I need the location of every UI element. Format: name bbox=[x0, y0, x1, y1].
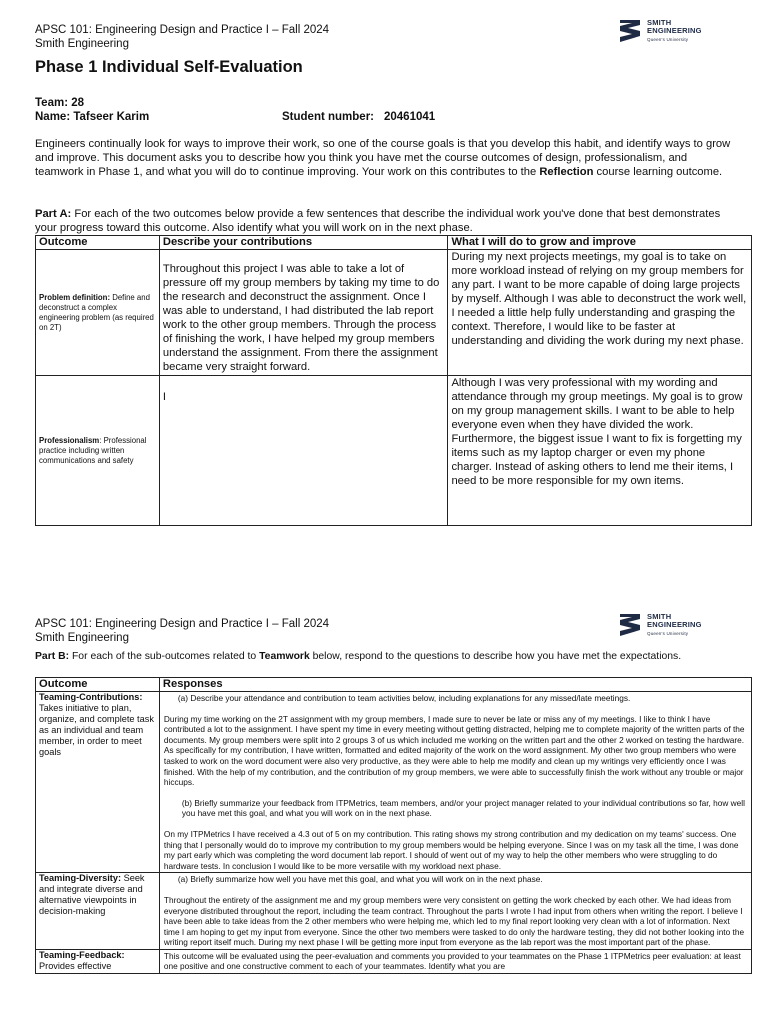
team-label: Team: 28 bbox=[35, 97, 85, 109]
intro-text: Engineers continually look for ways to improve their work, so one of the course goals is that you develop this habit, and identify ways to grow and improve. This document asks you to describe how you think you have met the course outcomes of design, professionalism, and teamwork in Phase 1, and what you will do to continue improving. Your work on this contributes to the bbox=[35, 138, 731, 178]
course-header-2 bbox=[35, 617, 329, 645]
table-row bbox=[36, 949, 752, 973]
intro-text-end: course learning outcome. bbox=[593, 166, 723, 178]
logo-subtitle: Queen's University bbox=[647, 630, 689, 636]
intro-bold: Reflection bbox=[539, 166, 594, 178]
logo-line2: ENGINEERING bbox=[647, 619, 702, 629]
contribution-cell: Throughout this project I was able to take a lot of pressure off my group members by taking my time to do the research and deconstruct the assignment. Once I was able to understand, I had distributed the lab report work to the other group members. Through the process of finishing the work, I have helped my group members understand the assignment. From there the assignment became very straight forward. bbox=[159, 250, 448, 376]
table-row bbox=[36, 250, 752, 376]
outcome-cell bbox=[36, 873, 160, 950]
question-a: (a) Briefly summarize how well you have met this goal, and what you will work on in the next phase. bbox=[177, 874, 543, 885]
table-row bbox=[36, 376, 752, 526]
intro-paragraph bbox=[35, 137, 735, 179]
answer-a: During my time working on the 2T assignment with my group members, I made sure to never be late or miss any of my meetings. I like to think I have contributed a lot to the assignment. I have spent my time in every meeting without getting distracted, helping me to complete majority of the written parts of the documents. My group members were split into 2 groups 3 of us which included me working on the written part and the other 2 worked on testing the hardware. As specifically for my contribution, I have written, formatted and edited majority of the work on the word assignment. My other two group members who were tasked to work on the word document were also very productive, as they were able to help me modify and clean up my writings very efficiently once I was finished. With the help of my contribution, and the contribution of my group members, we were able to successfully finish the work without any trouble or major hiccups. bbox=[163, 713, 745, 788]
outcome-cell bbox=[36, 250, 160, 376]
question-a: (a) Describe your attendance and contribution to team activities below, including explanations for any missed/late meetings. bbox=[177, 693, 631, 703]
logo-line1: SMITH bbox=[647, 611, 672, 621]
outcome-cell bbox=[36, 376, 160, 526]
contribution-cell: I bbox=[159, 376, 448, 526]
outcome-desc: Takes initiative to plan, organize, and complete task as an individual and team member, in order to meet goals bbox=[39, 703, 154, 757]
outcome-name: Professionalism bbox=[39, 435, 100, 445]
column-header: What I will do to grow and improve bbox=[448, 236, 752, 250]
outcome-cell bbox=[36, 692, 160, 873]
logo-line1: SMITH bbox=[647, 17, 672, 27]
part-b-label: Part B: bbox=[35, 651, 70, 662]
student-number: 20461041 bbox=[384, 111, 436, 123]
column-header: Outcome bbox=[36, 236, 160, 250]
table-row bbox=[36, 873, 752, 950]
course-header bbox=[35, 23, 329, 51]
column-header: Responses bbox=[159, 678, 751, 692]
part-a-label: Part A: bbox=[35, 208, 72, 220]
table-header-row bbox=[36, 236, 752, 250]
department: Smith Engineering bbox=[35, 632, 129, 644]
logo-line2: ENGINEERING bbox=[647, 25, 702, 35]
part-a-text: For each of the two outcomes below provide a few sentences that describe the individual work you've done that best demonstrates your progress toward this outcome. Also identify what you will work on in the next phase. bbox=[35, 208, 721, 234]
response-cell bbox=[159, 692, 751, 873]
outcome-cell bbox=[36, 949, 160, 973]
part-b-text-end: below, respond to the questions to describe how you have met the expectations. bbox=[309, 651, 682, 662]
outcome-name: Teaming-Contributions: bbox=[39, 692, 143, 702]
student-number-label: Student number: bbox=[282, 111, 374, 123]
smith-engineering-logo bbox=[618, 612, 702, 638]
teamwork-table bbox=[35, 677, 752, 974]
column-header: Describe your contributions bbox=[159, 236, 448, 250]
table-header-row bbox=[36, 678, 752, 692]
outcome-name: Teaming-Diversity: bbox=[39, 873, 122, 884]
response-cell: This outcome will be evaluated using the peer-evaluation and comments you provided to your teammates on the Phase 1 ITPMetrics peer evaluation: at least one positive and one constructive comment to each of your teammates. Identify what you are bbox=[159, 949, 751, 973]
name-label: Name: Tafseer Karim bbox=[35, 111, 150, 123]
department: Smith Engineering bbox=[35, 38, 129, 50]
part-b-text: For each of the sub-outcomes related to bbox=[69, 651, 260, 662]
outcome-desc: : Professional practice including written communications and safety bbox=[39, 435, 147, 465]
improve-cell: During my next projects meetings, my goal is to take on more workload instead of relying on my group members for any part. I want to be more capable of doing large projects by myself. Although I was able to deconstruct the work well, I needed a little help fully understanding and grasping the context. Therefore, I would like to be faster at understanding and dividing the work during my next phase. bbox=[448, 250, 752, 376]
answer-a: Throughout the entirety of the assignment me and my group members were very consistent on getting the work checked by each other. We had ideas from everyone distributed throughout the report, including the team contract. Throughout the parts I wrote I had input from others when writing the report. I believe I have been able to take ideas from the 2 other members who were helping me, which led to my final report looking very clean with a lot of information. Next time I am hoping to get my input from everyone. Since the other two members were tasked to do only the hardware testing, they did not bother looking into the writing report itself much. During my next phase I will be getting more input from everyone as the lab report was the most important part of the phase. bbox=[163, 894, 745, 948]
course-title: APSC 101: Engineering Design and Practice I – Fall 2024 bbox=[35, 24, 330, 36]
part-b-bold: Teamwork bbox=[259, 651, 310, 662]
outcome-desc: Define and deconstruct a complex engineering problem (as required on 2T) bbox=[39, 292, 154, 332]
part-b-instructions bbox=[35, 650, 740, 664]
response-cell bbox=[159, 873, 751, 950]
part-a-instructions bbox=[35, 207, 740, 235]
answer-b: On my ITPMetrics I have received a 4.3 out of 5 on my contribution. This rating shows my strong contribution and my dedication on my teams' success. One thing that I personally would do to improve my contribution to my group members would be helping everyone. Since I was on my task all the time, I was done my part early which was completing the word document lab report. I should of went out of my way to help the other members who were struggling to do hardware tests. In conclusion I would like to be more versatile with my workload next phase. bbox=[163, 828, 739, 871]
improve-cell: Although I was very professional with my wording and attendance through my group meetings. My goal is to grow on my group management skills. I want to be able to help everyone even when they have divided the work. Furthermore, the biggest issue I want to fix is forgetting my items such as my laptop charger or even my phone charger. Instead of asking others to lend me their items, I need to be more responsible for my own items. bbox=[448, 376, 752, 526]
logo-mark-icon bbox=[618, 612, 642, 638]
outcomes-table bbox=[35, 235, 752, 526]
column-header: Outcome bbox=[36, 678, 160, 692]
smith-engineering-logo bbox=[618, 18, 702, 44]
outcome-name: Teaming-Feedback: bbox=[39, 949, 125, 960]
logo-subtitle: Queen's University bbox=[647, 36, 689, 42]
question-b: (b) Briefly summarize your feedback from ITPMetrics, team members, and/or your project manager related to your individual contributions so far, how well you have met this goal, and what you will work on in the next phase. bbox=[181, 797, 745, 819]
table-row bbox=[36, 692, 752, 873]
page-title: Phase 1 Individual Self-Evaluation bbox=[35, 58, 303, 76]
outcome-desc: Provides effective bbox=[39, 960, 112, 971]
outcome-name: Problem definition: bbox=[39, 292, 111, 302]
logo-mark-icon bbox=[618, 18, 642, 44]
course-title: APSC 101: Engineering Design and Practice I – Fall 2024 bbox=[35, 618, 330, 630]
outcome-desc: Seek and integrate diverse and alternative viewpoints in decision-making bbox=[39, 873, 145, 917]
